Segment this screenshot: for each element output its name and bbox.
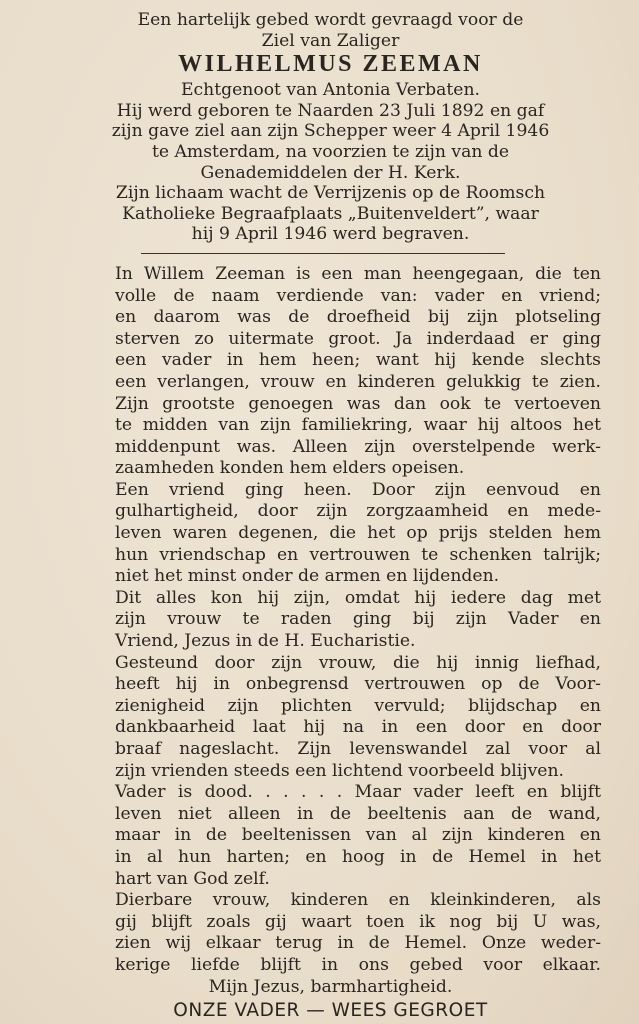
eulogy-line: een vader in hem heen; want hij kende slechts: [115, 350, 601, 371]
eulogy-line: zaamheden konden hem elders opeisen.: [115, 458, 465, 479]
eulogy-line: leven niet alleen in de beeltenis aan de wand,: [115, 803, 601, 824]
eulogy-paragraph: [115, 588, 601, 653]
eulogy-line: zijn vrouw te raden ging bij zijn Vader en: [115, 609, 601, 630]
spouse-line: Echtgenoot van Antonia Verbaten.: [180, 80, 481, 101]
eulogy-paragraph: [115, 782, 601, 890]
eulogy-line: Dit alles kon hij zijn, omdat hij iedere dag met: [115, 587, 601, 608]
eulogy-line: dankbaarheid laat hij na in een door en door: [115, 717, 601, 738]
eulogy-line: zienigheid zijn plichten vervuld; blijdschap en: [115, 695, 601, 716]
eulogy-paragraph: [115, 653, 601, 783]
eulogy-paragraph: [115, 480, 601, 588]
eulogy-line: braaf nageslacht. Zijn levenswandel zal voor al: [115, 739, 601, 759]
eulogy-line: volle de naam verdiende van: vader en vriend;: [115, 285, 601, 306]
eulogy-line: leven waren degenen, die het op prijs stelden hem: [115, 523, 601, 544]
invocation-line: Mijn Jezus, barmhartigheid.: [208, 976, 453, 997]
eulogy-line: Gesteund door zijn vrouw, die hij innig liefhad,: [115, 652, 601, 673]
eulogy-line: Zijn grootste genoegen was dan ook te vertoeven: [115, 393, 601, 414]
bio-line: Zijn lichaam wacht de Verrijzenis op de Roomsch: [115, 183, 546, 204]
bio-line: Hij werd geboren te Naarden 23 Juli 1892 en gaf: [116, 100, 545, 121]
eulogy-line: een verlangen, vrouw en kinderen gelukkig te zien.: [115, 371, 601, 392]
intro-line: Een hartelijk gebed wordt gevraagd voor de: [137, 10, 524, 30]
eulogy-line: te midden van zijn familiekring, waar hij altoos het: [115, 415, 601, 436]
eulogy-line: kerige liefde blijft in ons gebed voor elkaar.: [115, 954, 601, 975]
prayer-titles: ONZE VADER — WEES GEGROET: [173, 999, 488, 1021]
eulogy-line: Vader is dood. . . . . . Maar vader leeft en blijft: [115, 782, 601, 803]
eulogy-line: in al hun harten; en hoog in de Hemel in het: [115, 846, 601, 867]
bio-line: Katholieke Begraafplaats „Buitenveldert”, waar: [122, 203, 539, 224]
eulogy-line: zien wij elkaar terug in de Hemel. Onze weder-: [115, 933, 601, 954]
eulogy-line: en daarom was de droefheid bij zijn plotseling: [115, 307, 601, 328]
intro-line: Ziel van Zaliger: [261, 30, 400, 51]
eulogy-line: niet het minst onder de armen en lijdenden.: [115, 566, 500, 587]
eulogy-line: heeft hij in onbegrensd vertrouwen op de Voor-: [115, 674, 601, 695]
eulogy-line: middenpunt was. Alleen zijn overstelpende werk-: [115, 436, 601, 457]
eulogy-line: maar in de beeltenissen van al zijn kinderen en: [115, 825, 601, 846]
bio-line: te Amsterdam, na voorzien te zijn van de: [151, 141, 510, 162]
eulogy-line: gulhartigheid, door zijn zorgzaamheid en mede-: [115, 501, 601, 522]
eulogy-line: sterven zo uitermate groot. Ja inderdaad er ging: [115, 328, 601, 349]
eulogy-line: gij blijft zoals gij waart toen ik nog bij U was,: [115, 911, 601, 932]
eulogy-paragraph: [115, 264, 601, 480]
bio-line: zijn gave ziel aan zijn Schepper weer 4 April 1946: [111, 121, 550, 142]
eulogy-line: In Willem Zeeman is een man heengegaan, die ten: [115, 263, 601, 284]
eulogy-text: [115, 264, 601, 977]
card-header: [47, 10, 614, 245]
closing-section: [47, 977, 614, 1023]
eulogy-line: hun vriendschap en vertrouwen te schenken talrijk;: [115, 544, 601, 565]
bio-line: Genademiddelen der H. Kerk.: [200, 162, 461, 183]
bio-line: hij 9 April 1946 werd begraven.: [191, 224, 470, 245]
eulogy-paragraph: [115, 890, 601, 976]
eulogy-line: hart van God zelf.: [115, 868, 270, 889]
eulogy-line: zijn vrienden steeds een lichtend voorbeeld blijven.: [115, 760, 564, 781]
eulogy-line: Vriend, Jezus in de H. Eucharistie.: [115, 631, 416, 652]
eulogy-line: Dierbare vrouw, kinderen en kleinkinderen, als: [115, 890, 601, 911]
deceased-name: WILHELMUS ZEEMAN: [178, 51, 483, 78]
eulogy-line: Een vriend ging heen. Door zijn eenvoud en: [115, 479, 601, 500]
divider-rule: [141, 253, 505, 254]
